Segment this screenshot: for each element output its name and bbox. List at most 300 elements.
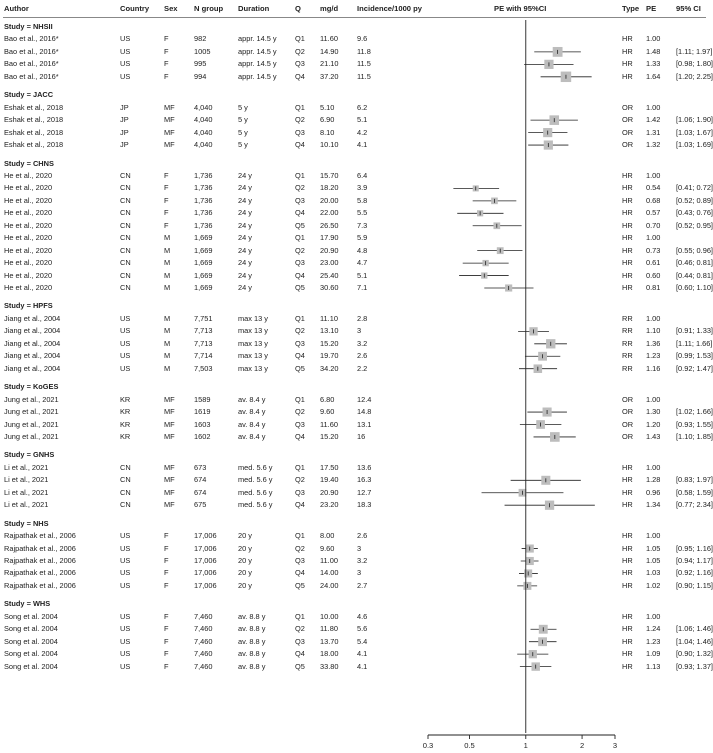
cell-n-group: 1,736 [194,195,213,205]
cell-incidence: 6.4 [357,170,368,180]
cell-pe: 0.54 [646,183,661,193]
cell-mgd: 10.10 [320,140,339,150]
cell-author: Jiang et al., 2004 [4,351,61,361]
cell-type: HR [622,487,633,497]
cell-mgd: 18.20 [320,183,339,193]
cell-incidence: 3.2 [357,556,368,565]
cell-ci: [1.06; 1.46] [676,624,713,634]
cell-q: Q5 [295,363,305,373]
cell-country: CN [120,270,131,280]
cell-country: CN [120,462,131,472]
x-tick-label: 0.3 [422,741,434,750]
cell-q: Q3 [295,419,305,429]
cell-sex: MF [164,475,175,485]
cell-author: Jung et al., 2021 [4,431,59,441]
cell-n-group: 673 [194,462,207,472]
cell-type: HR [622,661,633,671]
cell-sex: F [164,531,169,541]
cell-pe: 1.00 [646,462,661,472]
cell-q: Q1 [295,462,305,472]
cell-country: US [120,59,131,69]
cell-ci: [1.20; 2.25] [676,71,713,81]
cell-ci: [0.92; 1.16] [676,568,713,578]
cell-author: Rajpathak et al., 2006 [4,580,76,590]
cell-ci: [0.93; 1.55] [676,419,713,429]
cell-duration: 24 y [238,170,252,180]
cell-sex: F [164,556,169,565]
cell-duration: 24 y [238,233,252,243]
cell-n-group: 7,460 [194,636,213,646]
cell-author: Bao et al., 2016* [4,46,59,56]
cell-type: HR [622,208,633,218]
cell-type: HR [622,624,633,634]
cell-duration: 20 y [238,568,252,578]
cell-country: US [120,556,131,565]
cell-author: He et al., 2020 [4,233,53,243]
cell-mgd: 13.10 [320,326,339,336]
cell-sex: M [164,258,171,268]
cell-duration: av. 8.4 y [238,419,266,429]
header-q: Q [295,4,301,13]
cell-country: US [120,326,131,336]
cell-type: HR [622,71,633,81]
cell-sex: F [164,183,169,193]
cell-q: Q3 [295,258,305,268]
cell-incidence: 7.1 [357,283,368,292]
cell-incidence: 5.8 [357,195,368,205]
cell-sex: F [164,220,169,230]
cell-author: Rajpathak et al., 2006 [4,531,76,541]
cell-duration: 5 y [238,127,248,137]
study-label: Study = NHSII [4,22,53,31]
cell-ci: [0.41; 0.72] [676,183,713,193]
cell-duration: av. 8.8 y [238,611,266,621]
cell-n-group: 675 [194,500,207,510]
cell-ci: [1.10; 1.85] [676,431,713,441]
cell-author: He et al., 2020 [4,258,53,268]
cell-incidence: 2.6 [357,351,368,361]
cell-sex: M [164,270,171,280]
cell-ci: [1.02; 1.66] [676,407,713,417]
cell-pe: 0.81 [646,283,661,292]
cell-incidence: 11.8 [357,46,371,56]
cell-q: Q1 [295,34,305,44]
cell-ci: [0.98; 1.80] [676,59,713,69]
cell-n-group: 7,714 [194,351,213,361]
cell-duration: 24 y [238,208,252,218]
cell-pe: 1.05 [646,543,661,553]
cell-author: Jiang et al., 2004 [4,363,61,373]
cell-country: CN [120,487,131,497]
cell-author: He et al., 2020 [4,283,53,292]
cell-pe: 0.61 [646,258,661,268]
cell-sex: MF [164,419,175,429]
cell-q: Q5 [295,220,305,230]
cell-sex: MF [164,431,175,441]
cell-n-group: 1,669 [194,283,213,292]
cell-incidence: 3 [357,543,362,553]
cell-mgd: 14.00 [320,568,339,578]
cell-q: Q1 [295,394,305,404]
cell-mgd: 6.90 [320,115,335,125]
cell-mgd: 20.00 [320,195,339,205]
cell-sex: F [164,568,169,578]
cell-mgd: 21.10 [320,59,339,69]
cell-sex: M [164,233,171,243]
cell-pe: 1.36 [646,338,661,348]
cell-ci: [0.43; 0.76] [676,208,713,218]
cell-pe: 1.09 [646,649,661,659]
cell-q: Q1 [295,233,305,243]
cell-ci: [0.44; 0.81] [676,270,713,280]
cell-author: Eshak et al., 2018 [4,115,64,125]
cell-pe: 1.13 [646,661,661,671]
cell-pe: 1.31 [646,127,661,137]
cell-incidence: 13.6 [357,462,372,472]
cell-sex: MF [164,394,175,404]
cell-type: HR [622,500,633,510]
cell-n-group: 17,006 [194,531,217,541]
cell-country: US [120,543,131,553]
cell-type: HR [622,531,633,541]
cell-incidence: 2.6 [357,531,368,541]
cell-q: Q3 [295,59,305,69]
cell-country: US [120,580,131,590]
cell-q: Q1 [295,531,305,541]
cell-sex: F [164,661,169,671]
cell-ci: [0.91; 1.33] [676,326,713,336]
cell-sex: F [164,543,169,553]
cell-mgd: 15.20 [320,338,339,348]
cell-country: US [120,46,131,56]
cell-mgd: 8.10 [320,127,335,137]
cell-incidence: 2.2 [357,363,368,373]
header-pe: PE [646,4,657,13]
cell-country: JP [120,140,129,150]
cell-n-group: 1,669 [194,245,213,255]
cell-author: Song et al. 2004 [4,661,58,671]
cell-ci: [0.92; 1.47] [676,363,713,373]
cell-q: Q2 [295,115,305,125]
cell-pe: 1.32 [646,140,661,150]
cell-duration: av. 8.4 y [238,394,266,404]
cell-ci: [0.93; 1.37] [676,661,713,671]
cell-n-group: 4,040 [194,102,213,112]
cell-n-group: 7,460 [194,661,213,671]
header-ci: 95% CI [676,4,701,13]
cell-mgd: 13.70 [320,636,339,646]
cell-incidence: 9.6 [357,34,368,44]
cell-ci: [1.03; 1.69] [676,140,713,150]
cell-incidence: 6.2 [357,102,368,112]
cell-author: Song et al. 2004 [4,649,58,659]
cell-type: OR [622,394,634,404]
cell-type: HR [622,580,633,590]
cell-sex: MF [164,500,175,510]
study-label: Study = WHS [4,599,51,609]
cell-q: Q1 [295,611,305,621]
cell-q: Q5 [295,661,305,671]
cell-type: RR [622,313,633,323]
cell-sex: MF [164,127,175,137]
cell-mgd: 9.60 [320,407,335,417]
cell-incidence: 4.7 [357,258,368,268]
study-label: Study = KoGES [4,382,59,392]
cell-duration: 20 y [238,556,252,565]
cell-country: JP [120,115,129,125]
cell-author: Eshak et al., 2018 [4,102,64,112]
header-sex: Sex [164,4,178,13]
cell-sex: M [164,283,171,292]
cell-duration: av. 8.4 y [238,407,266,417]
cell-pe: 0.96 [646,487,661,497]
cell-country: CN [120,283,131,292]
cell-ci: [1.03; 1.67] [676,127,713,137]
cell-author: Eshak et al., 2018 [4,127,64,137]
cell-type: HR [622,568,633,578]
cell-duration: max 13 y [238,326,268,336]
cell-author: Jung et al., 2021 [4,394,59,404]
cell-q: Q1 [295,313,305,323]
cell-mgd: 24.00 [320,580,339,590]
cell-mgd: 20.90 [320,487,339,497]
header-incidence: Incidence/1000 py [357,4,423,13]
cell-pe: 1.00 [646,531,661,541]
cell-type: HR [622,46,633,56]
cell-sex: F [164,208,169,218]
cell-type: RR [622,363,633,373]
cell-author: Eshak et al., 2018 [4,140,64,150]
cell-country: US [120,661,131,671]
cell-country: US [120,34,131,44]
cell-incidence: 16.3 [357,475,372,485]
cell-mgd: 11.60 [320,419,338,429]
cell-type: HR [622,636,633,646]
cell-pe: 1.64 [646,71,661,81]
cell-incidence: 11.5 [357,71,371,81]
cell-country: CN [120,183,131,193]
cell-incidence: 18.3 [357,500,372,510]
cell-type: OR [622,419,634,429]
cell-n-group: 1,736 [194,220,213,230]
cell-type: HR [622,245,633,255]
cell-pe: 1.23 [646,636,661,646]
header-mgd: mg/d [320,4,339,13]
cell-duration: av. 8.8 y [238,649,266,659]
cell-sex: MF [164,140,175,150]
cell-country: KR [120,431,131,441]
cell-mgd: 34.20 [320,363,339,373]
cell-q: Q2 [295,183,305,193]
cell-pe: 0.73 [646,245,661,255]
cell-sex: MF [164,487,175,497]
cell-author: Jung et al., 2021 [4,419,59,429]
cell-pe: 1.03 [646,568,661,578]
header-pe-ci: PE with 95%CI [494,4,547,13]
cell-type: HR [622,475,633,485]
cell-ci: [0.95; 1.16] [676,543,713,553]
cell-n-group: 1589 [194,394,211,404]
cell-author: Bao et al., 2016* [4,71,59,81]
cell-type: OR [622,127,634,137]
cell-ci: [0.52; 0.95] [676,220,713,230]
cell-pe: 0.68 [646,195,661,205]
cell-n-group: 17,006 [194,580,217,590]
cell-incidence: 4.1 [357,649,368,659]
cell-incidence: 4.1 [357,661,368,671]
cell-type: RR [622,351,633,361]
cell-author: Rajpathak et al., 2006 [4,568,76,578]
cell-n-group: 7,460 [194,624,213,634]
cell-n-group: 1619 [194,407,211,417]
cell-pe: 1.33 [646,59,661,69]
cell-mgd: 15.20 [320,431,339,441]
cell-duration: med. 5.6 y [238,475,273,485]
cell-sex: M [164,326,171,336]
cell-q: Q2 [295,245,305,255]
cell-mgd: 10.00 [320,611,339,621]
study-label: Study = NHS [4,518,49,528]
cell-ci: [1.04; 1.46] [676,636,713,646]
cell-sex: MF [164,407,175,417]
cell-country: US [120,351,131,361]
cell-mgd: 15.70 [320,170,339,180]
header-author: Author [4,4,29,13]
study-label: Study = HPFS [4,301,53,311]
cell-type: HR [622,59,633,69]
cell-mgd: 22.00 [320,208,339,218]
cell-country: US [120,611,131,621]
cell-incidence: 2.8 [357,313,368,323]
cell-duration: 5 y [238,115,248,125]
cell-incidence: 5.4 [357,636,368,646]
cell-country: CN [120,220,131,230]
cell-incidence: 3.2 [357,338,368,348]
cell-q: Q2 [295,543,305,553]
cell-incidence: 3 [357,326,362,336]
header-country: Country [120,4,150,13]
cell-q: Q3 [295,338,305,348]
cell-type: HR [622,220,633,230]
cell-q: Q1 [295,102,305,112]
cell-incidence: 5.1 [357,115,368,125]
cell-country: CN [120,245,131,255]
cell-country: US [120,531,131,541]
cell-q: Q4 [295,431,305,441]
cell-pe: 1.00 [646,34,661,44]
cell-n-group: 7,460 [194,611,213,621]
cell-type: HR [622,611,633,621]
cell-ci: [0.52; 0.89] [676,195,713,205]
cell-type: HR [622,270,633,280]
cell-incidence: 5.1 [357,270,368,280]
cell-incidence: 11.5 [357,59,371,69]
cell-type: HR [622,462,633,472]
cell-mgd: 8.00 [320,531,335,541]
cell-ci: [0.46; 0.81] [676,258,713,268]
cell-duration: 24 y [238,270,252,280]
cell-mgd: 20.90 [320,245,339,255]
cell-mgd: 14.90 [320,46,339,56]
cell-duration: av. 8.4 y [238,431,266,441]
cell-sex: F [164,611,169,621]
cell-incidence: 12.7 [357,487,372,497]
cell-incidence: 5.9 [357,233,368,243]
cell-duration: appr. 14.5 y [238,59,277,69]
cell-n-group: 1602 [194,431,211,441]
cell-pe: 1.05 [646,556,661,565]
cell-incidence: 4.8 [357,245,368,255]
cell-incidence: 3 [357,568,362,578]
cell-ci: [1.11; 1.97] [676,46,713,56]
cell-mgd: 11.00 [320,556,338,565]
cell-incidence: 14.8 [357,407,372,417]
cell-ci: [0.90; 1.32] [676,649,713,659]
cell-n-group: 982 [194,34,207,44]
cell-type: RR [622,338,633,348]
header-n-group: N group [194,4,224,13]
cell-incidence: 2.7 [357,580,368,590]
cell-q: Q3 [295,636,305,646]
cell-country: US [120,363,131,373]
header-type: Type [622,4,640,13]
cell-author: Li et al., 2021 [4,487,49,497]
cell-n-group: 17,006 [194,543,217,553]
cell-author: He et al., 2020 [4,170,53,180]
cell-pe: 1.16 [646,363,661,373]
cell-type: HR [622,543,633,553]
cell-n-group: 1005 [194,46,211,56]
cell-n-group: 995 [194,59,207,69]
x-tick-label: 3 [612,741,618,750]
cell-country: CN [120,258,131,268]
cell-mgd: 26.50 [320,220,339,230]
cell-duration: max 13 y [238,338,268,348]
cell-q: Q2 [295,624,305,634]
cell-n-group: 17,006 [194,568,217,578]
cell-q: Q4 [295,71,305,81]
cell-duration: 5 y [238,102,248,112]
cell-mgd: 30.60 [320,283,339,292]
cell-pe: 1.00 [646,611,661,621]
cell-duration: max 13 y [238,313,268,323]
cell-country: CN [120,233,131,243]
cell-duration: 20 y [238,531,252,541]
cell-ci: [0.83; 1.97] [676,475,713,485]
cell-mgd: 11.80 [320,624,338,634]
cell-incidence: 13.1 [357,419,372,429]
cell-pe: 1.02 [646,580,661,590]
cell-mgd: 23.20 [320,500,339,510]
cell-author: He et al., 2020 [4,270,53,280]
cell-incidence: 4.1 [357,140,368,150]
cell-mgd: 6.80 [320,394,335,404]
cell-pe: 1.30 [646,407,661,417]
cell-sex: M [164,338,171,348]
cell-country: US [120,649,131,659]
cell-duration: max 13 y [238,363,268,373]
cell-author: Song et al. 2004 [4,611,58,621]
cell-mgd: 9.60 [320,543,335,553]
cell-n-group: 994 [194,71,207,81]
cell-author: Li et al., 2021 [4,475,49,485]
cell-incidence: 4.2 [357,127,368,137]
cell-type: HR [622,649,633,659]
cell-q: Q2 [295,475,305,485]
cell-incidence: 5.6 [357,624,368,634]
cell-q: Q3 [295,127,305,137]
cell-duration: med. 5.6 y [238,462,273,472]
